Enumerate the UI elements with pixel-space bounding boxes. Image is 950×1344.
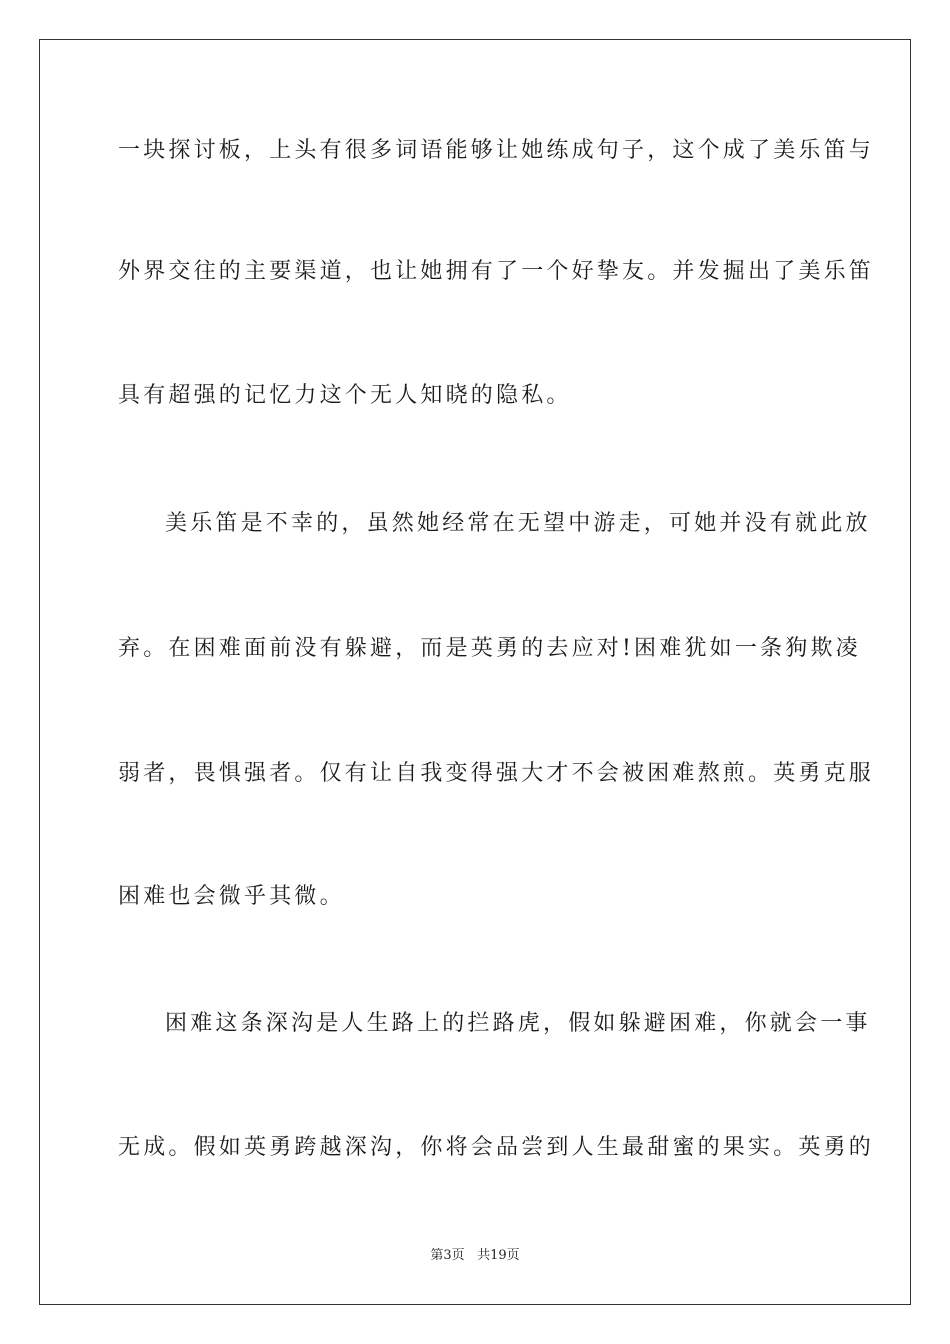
total-pages: 共19页 [477,1248,520,1263]
text-line-3: 具有超强的记忆力这个无人知晓的隐私。 [118,383,572,408]
text-line-7: 困难也会微乎其微。 [118,884,345,909]
paragraph-start-line-8: 困难这条深沟是人生路上的拦路虎，假如躲避困难，你就会一事 [165,1011,871,1036]
page-number: 第3页 [430,1248,465,1263]
text-line-6: 弱者，畏惧强者。仅有让自我变得强大才不会被困难熬煎。英勇克服 [118,761,875,786]
paragraph-start-line-4: 美乐笛是不幸的，虽然她经常在无望中游走，可她并没有就此放 [165,511,871,536]
text-line-5: 弃。在困难面前没有躲避，而是英勇的去应对!困难犹如一条狗欺凌 [118,636,861,661]
text-line-1: 一块探讨板，上头有很多词语能够让她练成句子，这个成了美乐笛与 [118,138,875,163]
text-line-9: 无成。假如英勇跨越深沟，你将会品尝到人生最甜蜜的果实。英勇的 [118,1135,875,1160]
page-footer [0,1247,950,1265]
page-border [39,39,911,1305]
text-line-2: 外界交往的主要渠道，也让她拥有了一个好挚友。并发掘出了美乐笛 [118,259,875,284]
